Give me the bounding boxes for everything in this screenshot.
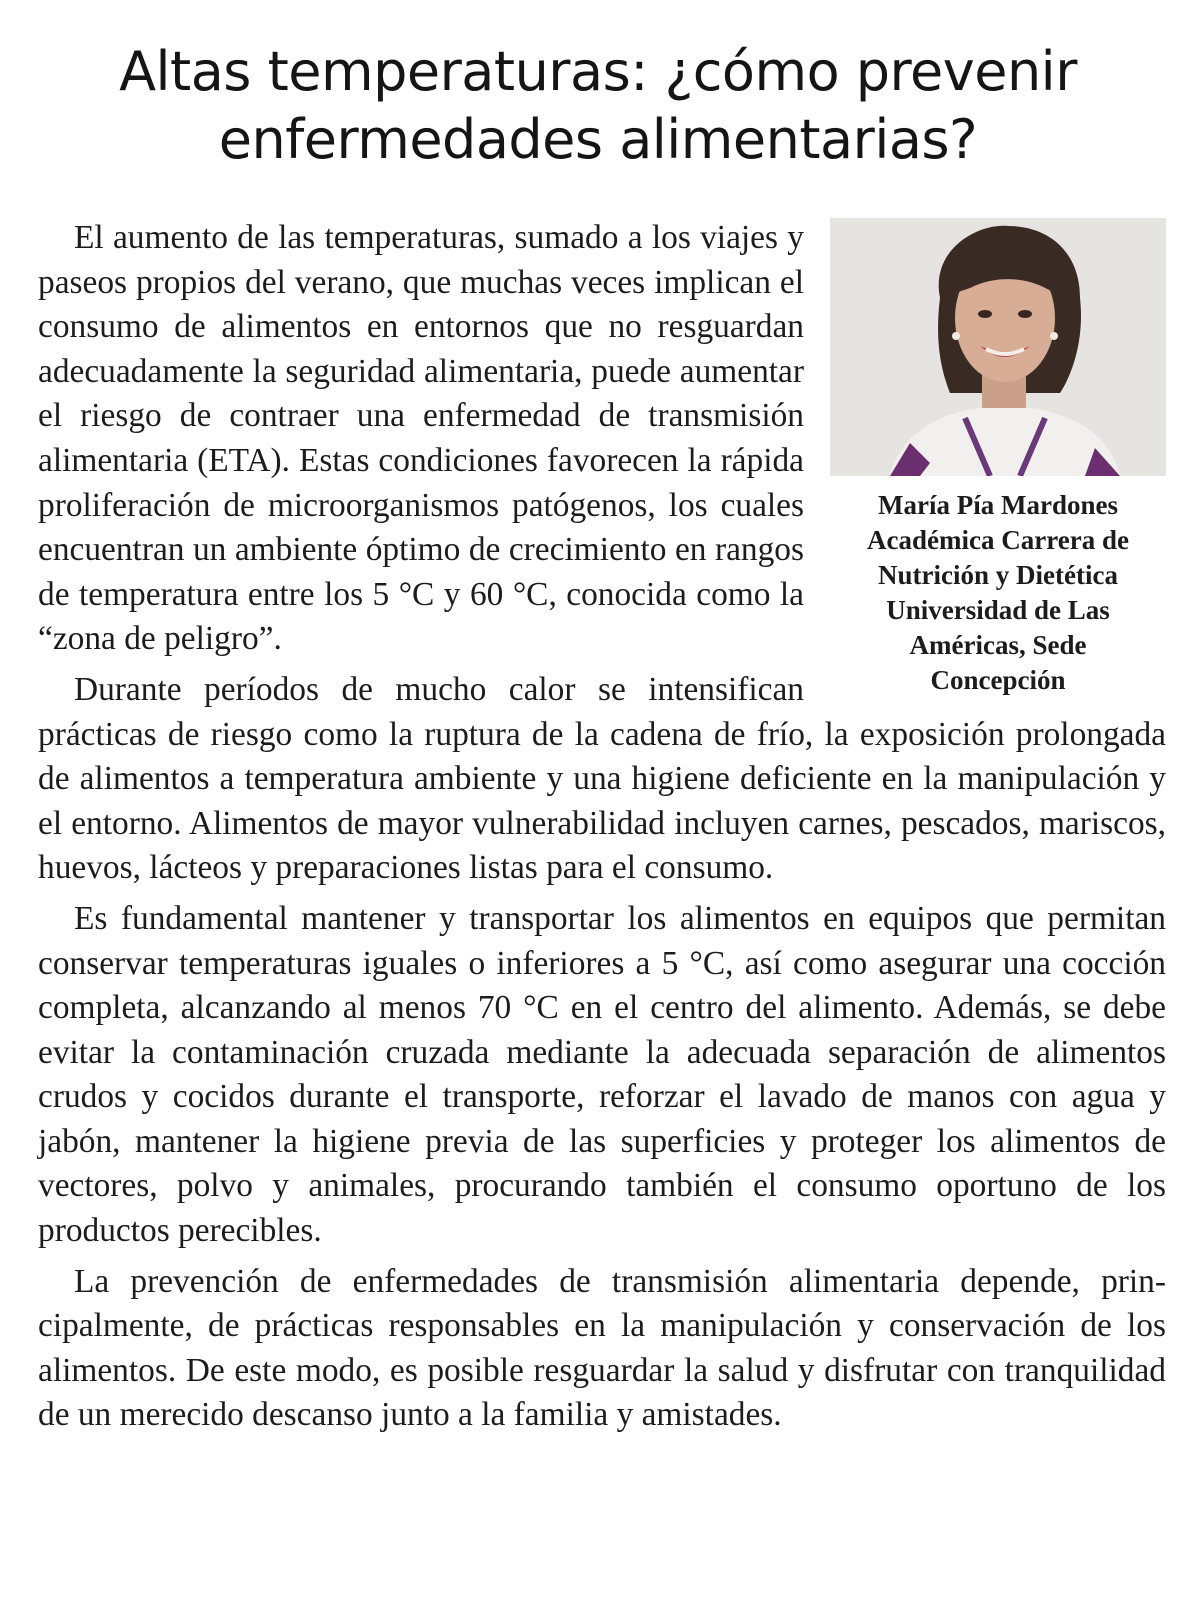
paragraph: Es fundamental mantener y transportar los alimentos en equipos que permitan conservar temperaturas iguales o inferiores a 5 °C, así como asegurar una cocción completa, alcanzando al menos 70 °C en el centro del alimento. Además, se debe evitar la contaminación cruzada mediante la adecuada separación de alimentos crudos y cocidos durante el transporte, reforzar el lavado de manos con agua y jabón, mantener la higiene previa de las superficies y proteger los alimentos de vectores, polvo y animales, procurando también el consumo oportuno de los productos perecibles.: [38, 899, 1166, 1250]
author-institution-line-2: Américas, Sede: [909, 630, 1087, 660]
author-name: María Pía Mardones: [878, 490, 1118, 520]
article-headline: Altas temperaturas: ¿cómo prevenir enfermedades alimentarias?: [119, 40, 1077, 171]
paragraph: La prevención de enfermedades de transmisión alimentaria depende, principalmente, de prácticas responsables en la manipulación y conservación de los alimentos. De este modo, es posible resguardar la salud y disfrutar con tranquilidad de un merecido descanso junto a la familia y amistades.: [38, 1262, 1166, 1434]
author-role-line-2: Nutrición y Dietética: [878, 560, 1118, 590]
author-caption: [830, 488, 1166, 698]
author-institution-line-1: Universidad de Las: [886, 595, 1110, 625]
author-institution-line-3: Concepción: [930, 665, 1066, 695]
author-role-line-1: Académica Carrera de: [867, 525, 1129, 555]
author-photo: [830, 218, 1166, 476]
article-body: [38, 216, 1166, 1444]
author-sidebar: [830, 218, 1166, 698]
paragraph: Durante períodos de mucho calor se intensifican prácticas de riesgo como la ruptura de la cadena de frío, la exposición prolongada de alimentos a temperatura ambiente y una higiene deficiente en la manipulación y el entorno. Alimentos de mayor vulnerabilidad incluyen carnes, pescados, mariscos, huevos, lácteos y preparaciones listas para el consumo.: [38, 670, 1166, 887]
paragraph: El aumento de las temperaturas, sumado a los viajes y paseos propios del verano, que muchas veces implican el consumo de alimentos en entornos que no resguardan adecuadamente la seguridad alimentaria, puede aumentar el riesgo de contraer una enfermedad de transmisión alimentaria (ETA). Estas condiciones favorecen la rápida proliferación de microorganismos patógenos, los cuales encuentran un ambiente óptimo de crecimiento en rangos de temperatura entre los 5 °C y 60 °C, conocida como la “zona de peligro”.: [38, 219, 804, 658]
